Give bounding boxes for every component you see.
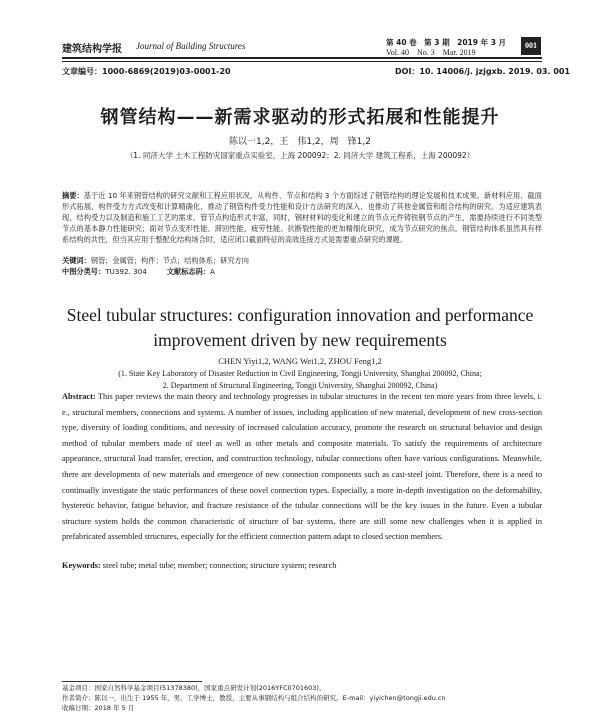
affiliations-cn: （1. 同济大学 土木工程防灾国家重点实验室，上海 200092；2. 同济大学 建筑工程系，上海 200092） <box>125 151 475 160</box>
authors-en: CHEN Yiyi1,2, WANG Wei1,2, ZHOU Feng1,2 <box>218 356 382 366</box>
paper-title-cn: 钢管结构——新需求驱动的形式拓展和性能提升 <box>100 107 500 128</box>
affiliations-en-line1: (1. State Key Laboratory of Disaster Reduction in Civil Engineering, Tongji University, Shanghai 200092, China; <box>118 369 482 378</box>
abstract-cn <box>62 190 542 245</box>
clc-label: 中图分类号： <box>62 267 106 276</box>
keywords-cn <box>62 256 542 266</box>
header-rule-thin <box>62 61 542 62</box>
keywords-en-text: steel tube; metal tube; member; connection; structure system; research <box>100 561 337 570</box>
page-number: 001 <box>521 37 541 55</box>
footnote-fund: 基金项目：国家自然科学基金项目(51378380)，国家重点研发计划(2016YFC0701603)。 <box>62 684 326 692</box>
keywords-cn-label: 关键词： <box>62 256 91 265</box>
abstract-cn-label: 摘要： <box>62 191 84 200</box>
abstract-cn-text: 基于近 10 年来钢管结构的研究文献和工程应用状况，从构件、节点和结构 3 个方面综述了钢管结构的理论发展和技术成果。新材料应用、截面形式拓展、构件受力方式改变和计算精确化，推动了钢管构件受力性能和设计方法研究的深入，也推动了其他金属管和组合结构的研究。为适应建筑表现、结构受力以及制造和施工工艺的需求，管节点构造形式丰富，同时，钢材材料的变化和建立的节点元件铸铁钢节点的产生，需要持续进行不同类型节点的基本静力性能研究；面对节点变形性能、滞回性能、疲劳性能、抗断裂性能的更加精细化研究，成为节点研究的焦点。钢管结构体系虽然具有样系结构的共性，但当其应用于整配化结构场合时，适应闭口截面特征的高效连接方式是需要重点研究的课题。 <box>62 191 542 244</box>
paper-title-en-line2: improvement driven by new requirements <box>153 330 447 350</box>
journal-title-en: Journal of Building Structures <box>136 41 246 51</box>
authors-cn: 陈以一1,2，王 伟1,2，周 锋1,2 <box>229 137 371 147</box>
keywords-en <box>62 561 542 570</box>
volume-info-en: Vol. 40 No. 3 Mar. 2019 <box>386 48 476 57</box>
article-number: 文章编号：1000-6869(2019)03-0001-20 <box>62 67 231 76</box>
abstract-en <box>62 389 542 545</box>
paper-title-en-line1: Steel tubular structures: configuration innovation and performance <box>66 305 534 325</box>
doi: DOI：10. 14006/j. jzjgxb. 2019. 03. 001 <box>395 67 571 76</box>
journal-title-cn: 建筑结构学报 <box>62 44 122 55</box>
doc-code-label: 文献标志码： <box>166 267 210 276</box>
footnote-author: 作者简介：陈以一，出生于 1955 年，男，工学博士，教授，主要从事钢结构与组合结构的研究。E-mail：yiyichen@tongji.edu.cn <box>62 694 446 702</box>
abstract-en-text: This paper reviews the main theory and technology progresses in tubular structures in the recent ten more years from three levels, i. e., structural members, connections and systems. A number of issues, including application of new material, development of new cross-section type, diversity of loading conditions, and necessity of increased calculation accuracy, promote the research on structural behavior and design method of tubular members made of steel as well as other metals and composite materials. To satisfy the requirements of architecture appearance, structural load transfer, erection, and construction technology, tubular connections often have various configurations. Meanwhile, there are developments of new materials and emergence of new connection components such as cast-steel joint. Therefore, there is a need to continually investigate the static performances of these novel connection types. Especially, a more in-depth investigation on the deformability, hysteretic behavior, fatigue behavior, and fracture resistance of the tubular connections will be the key issues in the future. Even a tubular structure system holds the common characteristic of structure of bar systems, there are still some new challenges when it is applied in prefabricated assembled structures, especially for the efficient connection pattern adapt to closed section members. <box>62 392 542 542</box>
doc-code-value: A <box>209 267 215 276</box>
footnote-received: 收稿日期：2018 年 5 月 <box>62 704 135 712</box>
volume-info-cn: 第 40 卷 第 3 期 2019 年 3 月 <box>386 38 507 47</box>
classification-cn <box>62 267 542 277</box>
keywords-cn-text: 钢管；金属管；构件；节点；结构体系；研究方向 <box>90 256 249 265</box>
keywords-en-label: Keywords: <box>62 561 101 570</box>
footnote-rule <box>62 681 202 682</box>
paper-title-en <box>0 303 600 353</box>
affiliations-en-line2: 2. Department of Structural Engineering, Tongji University, Shanghai 200092, China) <box>162 381 438 390</box>
abstract-en-label: Abstract: <box>62 392 96 401</box>
header-rule <box>62 57 542 59</box>
clc-value: TU392. 304 <box>105 267 147 276</box>
